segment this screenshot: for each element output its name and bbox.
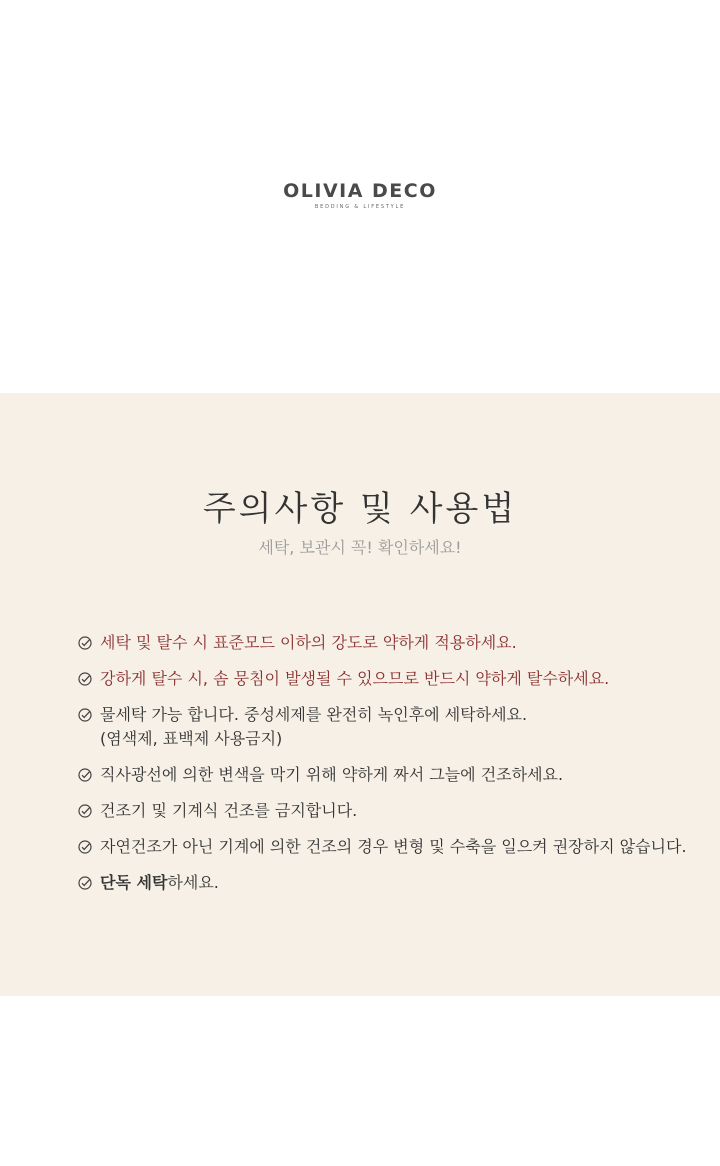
logo-subtitle: BEDDING & LIFESTYLE: [314, 204, 406, 210]
list-item-text: 하세요.: [167, 873, 219, 892]
list-item-text: 건조기 및 기계식 건조를 금지합니다.: [100, 801, 358, 820]
logo-title: OLIVIA DECO: [283, 180, 437, 202]
check-circle-icon: [78, 804, 92, 818]
list-item: [78, 799, 708, 823]
list-item-text: 물세탁 가능 합니다. 중성세제를 완전히 녹인후에 세탁하세요.: [100, 705, 528, 724]
check-circle-icon: [78, 708, 92, 722]
list-item-text: 강하게 탈수 시, 솜 뭉침이 발생될 수 있으므로 반드시 약하게 탈수하세요.: [100, 669, 610, 688]
list-item: [78, 667, 708, 691]
list-item: [78, 631, 708, 655]
list-item-note: (염색제, 표백제 사용금지): [100, 729, 283, 748]
list-item: [78, 763, 708, 787]
check-circle-icon: [78, 636, 92, 650]
list-item: [78, 835, 708, 859]
care-title: 주의사항 및 사용법: [202, 489, 518, 529]
list-item-text: 자연건조가 아닌 기계에 의한 건조의 경우 변형 및 수축을 일으켜 권장하지 않습니다.: [100, 837, 687, 856]
list-item: [78, 871, 708, 895]
list-item-text: 세탁 및 탈수 시 표준모드 이하의 강도로 약하게 적용하세요.: [100, 633, 517, 652]
check-circle-icon: [78, 840, 92, 854]
care-instructions-section: [0, 393, 720, 996]
brand-logo: [0, 180, 720, 210]
care-list: [78, 631, 708, 895]
care-subtitle: 세탁, 보관시 꼭! 확인하세요!: [258, 538, 462, 557]
list-item-emphasis: 단독 세탁: [100, 873, 168, 892]
check-circle-icon: [78, 876, 92, 890]
check-circle-icon: [78, 768, 92, 782]
list-item-text: 직사광선에 의한 변색을 막기 위해 약하게 짜서 그늘에 건조하세요.: [100, 765, 564, 784]
list-item: [78, 703, 708, 751]
check-circle-icon: [78, 672, 92, 686]
